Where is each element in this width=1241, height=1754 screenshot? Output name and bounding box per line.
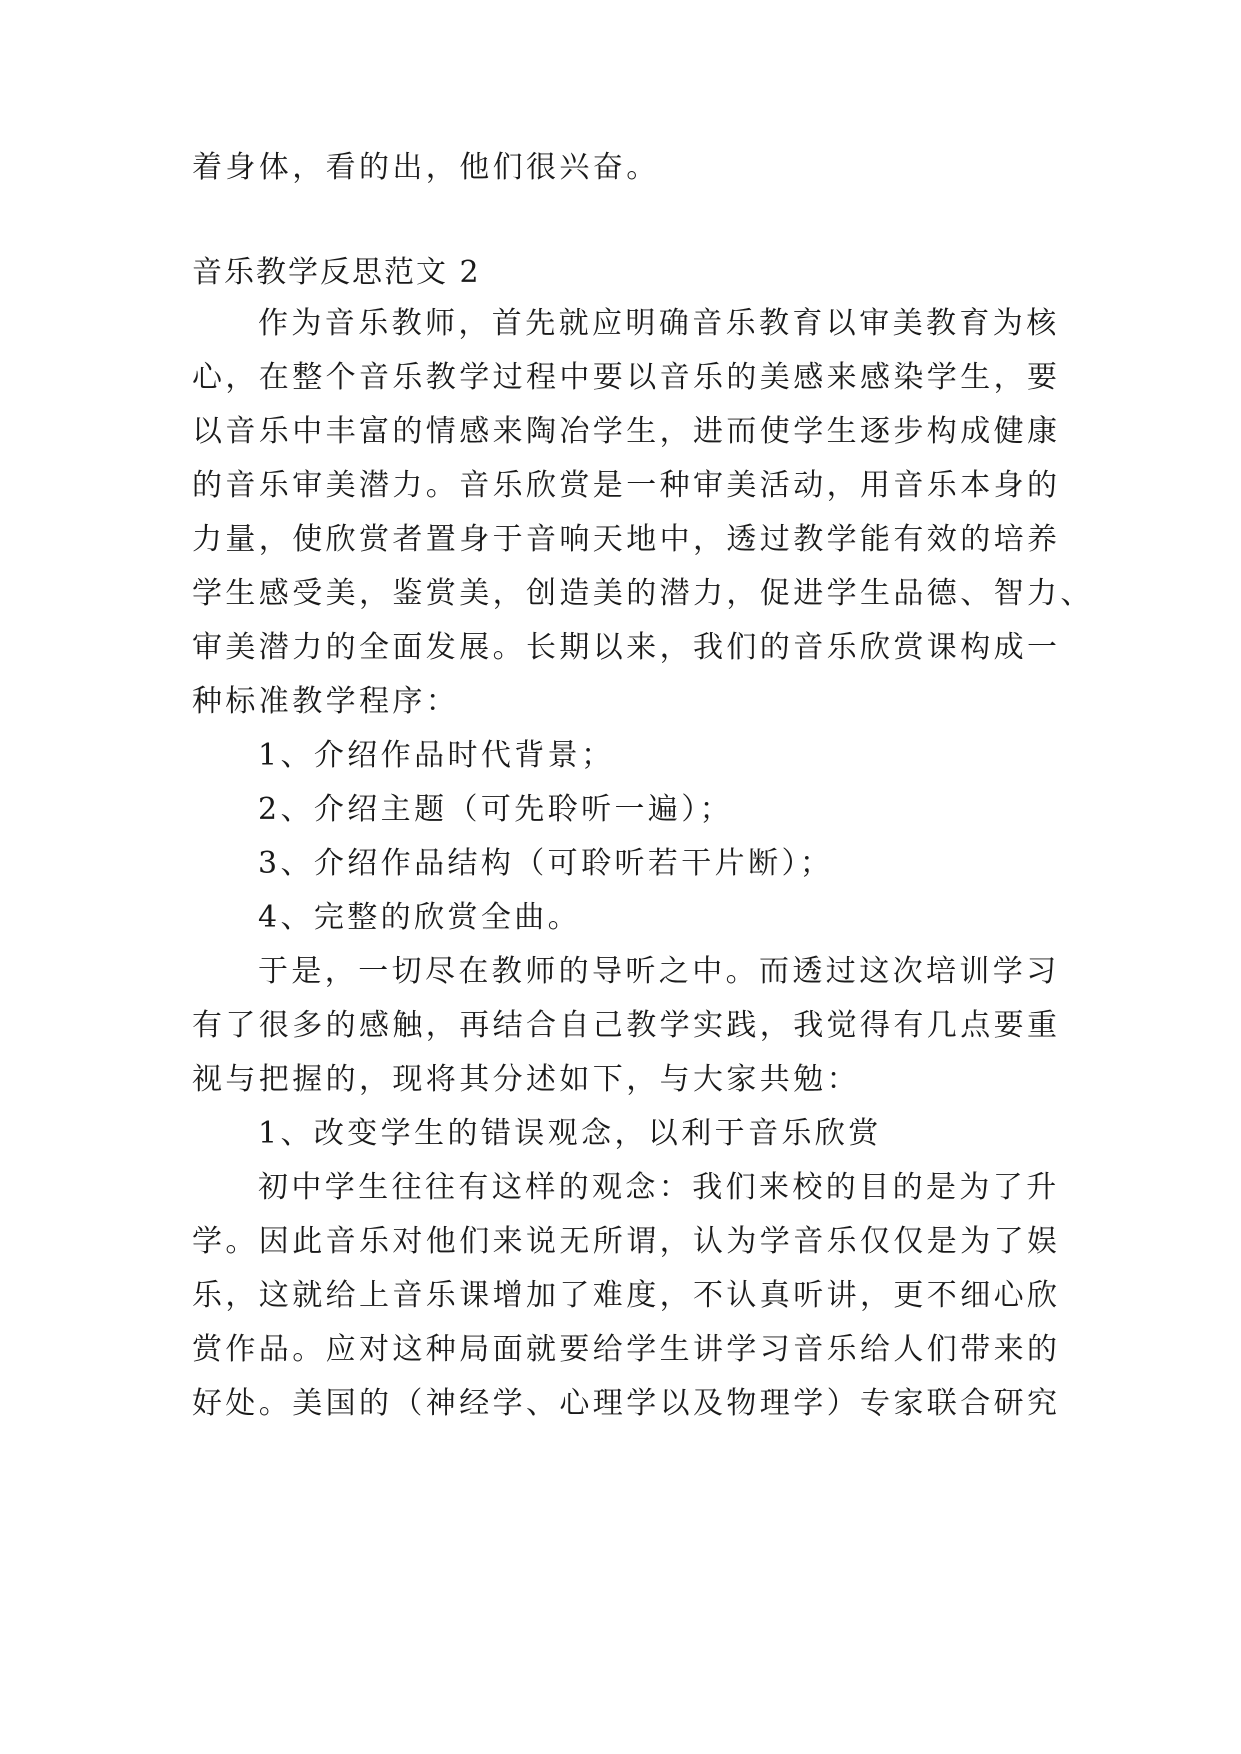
paragraph-line: 种标准教学程序：: [192, 684, 460, 719]
paragraph-line: 于是，一切尽在教师的导听之中。而透过这次培训学习: [258, 954, 1060, 989]
paragraph-line: 赏作品。应对这种局面就要给学生讲学习音乐给人们带来的: [192, 1332, 1061, 1367]
step-item: 2、介绍主题（可先聆听一遍）；: [258, 792, 734, 827]
paragraph-line: 学生感受美，鉴赏美，创造美的潜力，促进学生品德、智力、: [192, 576, 1094, 611]
paragraph-line: 学。因此音乐对他们来说无所谓，认为学音乐仅仅是为了娱: [192, 1224, 1061, 1259]
paragraph-line: 视与把握的，现将其分述如下，与大家共勉：: [192, 1062, 860, 1097]
paragraph-line: 心，在整个音乐教学过程中要以音乐的美感来感染学生，要: [192, 360, 1061, 395]
continuation-line: 着身体，看的出，他们很兴奋。: [192, 150, 660, 185]
step-item: 1、介绍作品时代背景；: [258, 738, 615, 773]
section-title: 音乐教学反思范文 2: [192, 255, 481, 290]
paragraph-line: 力量，使欣赏者置身于音响天地中，透过教学能有效的培养: [192, 522, 1061, 557]
step-item: 4、完整的欣赏全曲。: [258, 900, 582, 935]
paragraph-line: 作为音乐教师，首先就应明确音乐教育以审美教育为核: [258, 306, 1060, 341]
paragraph-line: 有了很多的感触，再结合自己教学实践，我觉得有几点要重: [192, 1008, 1061, 1043]
paragraph-line: 乐，这就给上音乐课增加了难度，不认真听讲，更不细心欣: [192, 1278, 1061, 1313]
paragraph-line: 初中学生往往有这样的观念：我们来校的目的是为了升: [258, 1170, 1060, 1205]
paragraph-line: 的音乐审美潜力。音乐欣赏是一种审美活动，用音乐本身的: [192, 468, 1061, 503]
paragraph-line: 审美潜力的全面发展。长期以来，我们的音乐欣赏课构成一: [192, 630, 1061, 665]
paragraph-line: 以音乐中丰富的情感来陶冶学生，进而使学生逐步构成健康: [192, 414, 1061, 449]
step-item: 3、介绍作品结构（可聆听若干片断）；: [258, 846, 834, 881]
paragraph-line: 好处。美国的（神经学、心理学以及物理学）专家联合研究: [192, 1386, 1061, 1421]
point-heading: 1、改变学生的错误观念，以利于音乐欣赏: [258, 1116, 882, 1151]
